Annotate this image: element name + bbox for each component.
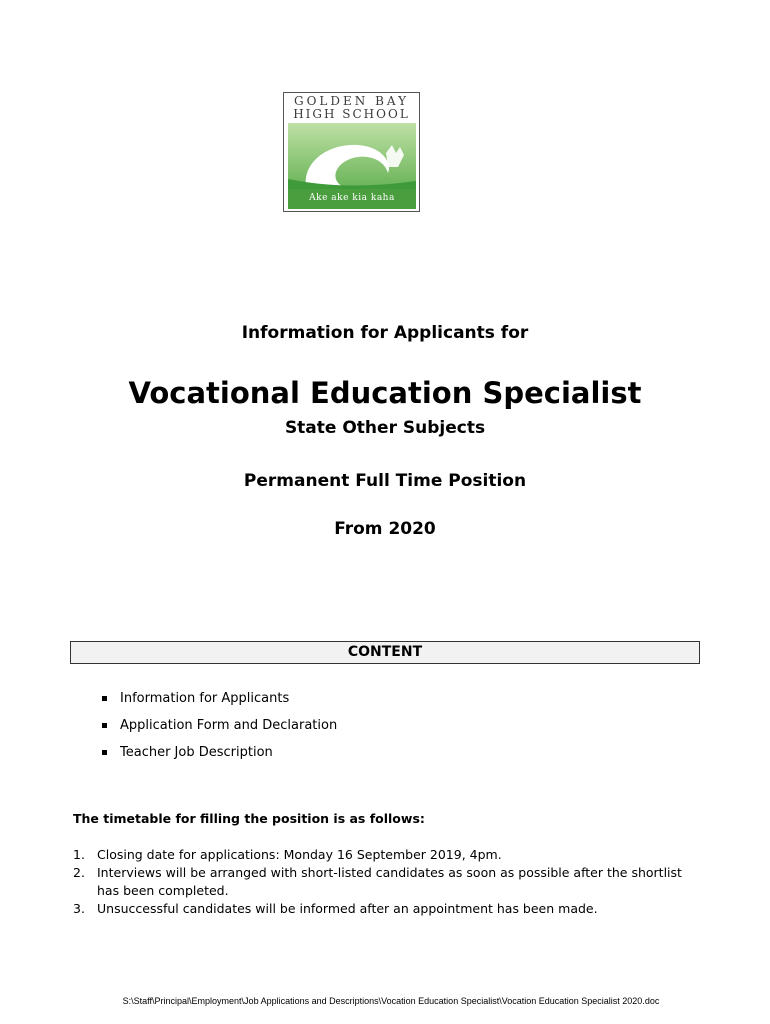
content-list <box>100 689 337 770</box>
subtitle: State Other Subjects <box>284 418 486 438</box>
step-number: 3. <box>73 901 85 916</box>
step-text: Closing date for applications: Monday 16 September 2019, 4pm. <box>97 847 502 862</box>
step-number: 2. <box>73 865 85 880</box>
logo-motto: Ake ake kia kaha <box>309 193 395 203</box>
bullet-icon <box>102 696 107 701</box>
list-item <box>100 716 337 743</box>
timetable-step <box>73 846 693 864</box>
step-text: Unsuccessful candidates will be informed after an appointment has been made. <box>97 901 598 916</box>
step-number: 1. <box>73 847 85 862</box>
logo-text-line1: GOLDEN BAY <box>293 94 409 108</box>
list-item-text: Application Form and Declaration <box>120 718 338 733</box>
list-item <box>100 743 337 770</box>
school-logo <box>283 92 420 212</box>
start-date: From 2020 <box>334 519 436 539</box>
timetable-heading: The timetable for filling the position is as follows: <box>73 811 425 826</box>
timetable-step <box>73 900 693 918</box>
content-header: CONTENT <box>70 641 700 664</box>
list-item <box>100 689 337 716</box>
step-text: Interviews will be arranged with short-listed candidates as soon as possible after the shortlist has been completed. <box>97 865 682 898</box>
logo-text-line2: HIGH SCHOOL <box>293 107 410 121</box>
list-item-text: Information for Applicants <box>120 691 290 706</box>
footer-file-path: S:\Staff\Principal\Employment\Job Applications and Descriptions\Vocation Education Specialist\Vocation Education Specialist 2020.doc <box>122 996 660 1006</box>
intro-heading: Information for Applicants for <box>241 323 529 343</box>
bullet-icon <box>102 723 107 728</box>
page-title: Vocational Education Specialist <box>128 376 642 410</box>
bullet-icon <box>102 750 107 755</box>
list-item-text: Teacher Job Description <box>120 745 273 760</box>
position-type: Permanent Full Time Position <box>243 471 527 491</box>
timetable-step <box>73 864 693 900</box>
timetable-list <box>73 846 693 918</box>
